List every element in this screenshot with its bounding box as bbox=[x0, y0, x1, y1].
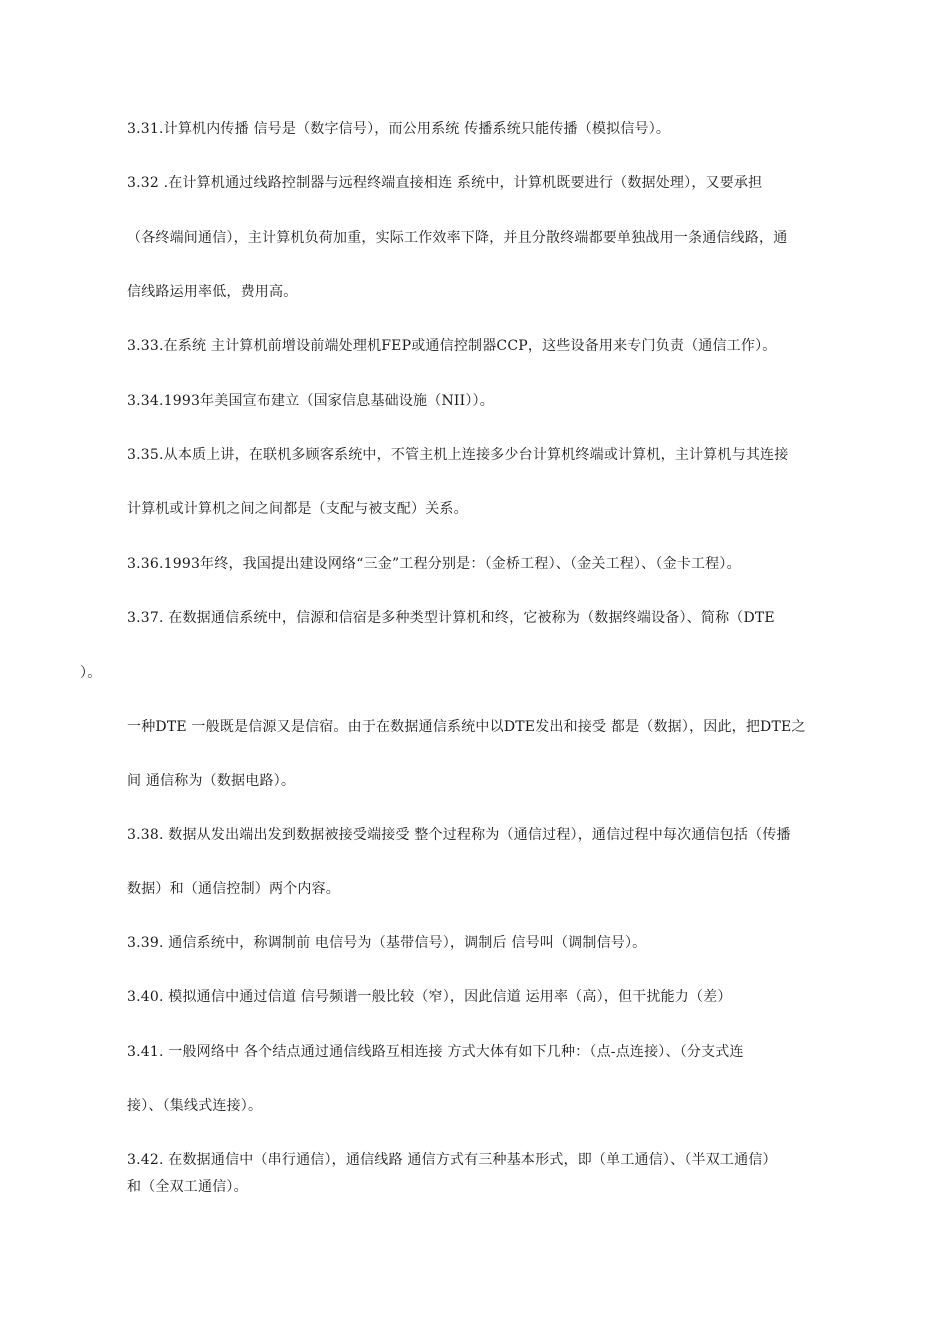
text-line-3-38-cont: 数据）和（通信控制）两个内容。 bbox=[127, 881, 340, 897]
text-line-3-32: 3.32 .在计算机通过线路控制器与远程终端直接相连 系统中，计算机既要进行（数据处理），又要承担 bbox=[127, 175, 763, 191]
text-line-3-32-cont-2: 信线路运用率低，费用高。 bbox=[127, 284, 298, 300]
text-line-3-42: 3.42. 在数据通信中（串行通信），通信线路 通信方式有三种基本形式，即（单工通信）、（半双工通信） bbox=[127, 1152, 777, 1168]
text-line-3-37: 3.37. 在数据通信系统中，信源和信宿是多种类型计算机和终，它被称为（数据终端设备）、简称（DTE bbox=[127, 610, 775, 626]
text-line-3-37-wrap: ）。 bbox=[80, 665, 102, 681]
text-line-3-41-cont: 接）、（集线式连接）。 bbox=[127, 1098, 263, 1114]
text-line-3-33: 3.33.在系统 主计算机前增设前端处理机FEP或通信控制器CCP，这些设备用来专门负责（通信工作）。 bbox=[127, 338, 777, 354]
text-line-3-36: 3.36.1993年终，我国提出建设网络“三金”工程分别是：（金桥工程）、（金关工程）、（金卡工程）。 bbox=[127, 556, 741, 572]
text-line-dte-1: 一种DTE 一般既是信源又是信宿。由于在数据通信系统中以DTE发出和接受 都是（数据），因此，把DTE之 bbox=[127, 719, 806, 735]
text-line-3-42-cont: 和（全双工通信）。 bbox=[127, 1179, 248, 1195]
text-line-3-38: 3.38. 数据从发出端出发到数据被接受端接受 整个过程称为（通信过程），通信过程中每次通信包括（传播 bbox=[127, 827, 791, 843]
text-line-3-40: 3.40. 模拟通信中通过信道 信号频谱一般比较（窄），因此信道 运用率（高），但干扰能力（差） bbox=[127, 989, 732, 1005]
text-line-3-35-cont: 计算机或计算机之间之间都是（支配与被支配）关系。 bbox=[127, 501, 468, 517]
text-line-3-35: 3.35.从本质上讲，在联机多顾客系统中，不管主机上连接多少台计算机终端或计算机，主计算机与其连接 bbox=[127, 447, 789, 463]
text-line-3-32-cont-1: （各终端间通信），主计算机负荷加重，实际工作效率下降，并且分散终端都要单独战用一条通信线路，通 bbox=[127, 230, 788, 246]
text-line-3-31: 3.31.计算机内传播 信号是（数字信号），而公用系统 传播系统只能传播（模拟信号）。 bbox=[127, 121, 671, 137]
text-line-dte-2: 间 通信称为（数据电路）。 bbox=[127, 773, 296, 789]
text-line-3-41: 3.41. 一般网络中 各个结点通过通信线路互相连接 方式大体有如下几种：（点-点连接）、（分支式连 bbox=[127, 1044, 744, 1060]
text-line-3-39: 3.39. 通信系统中，称调制前 电信号为（基带信号），调制后 信号叫（调制信号）。 bbox=[127, 935, 647, 951]
text-line-3-34: 3.34.1993年美国宣布建立（国家信息基础设施（NII））。 bbox=[127, 393, 494, 409]
